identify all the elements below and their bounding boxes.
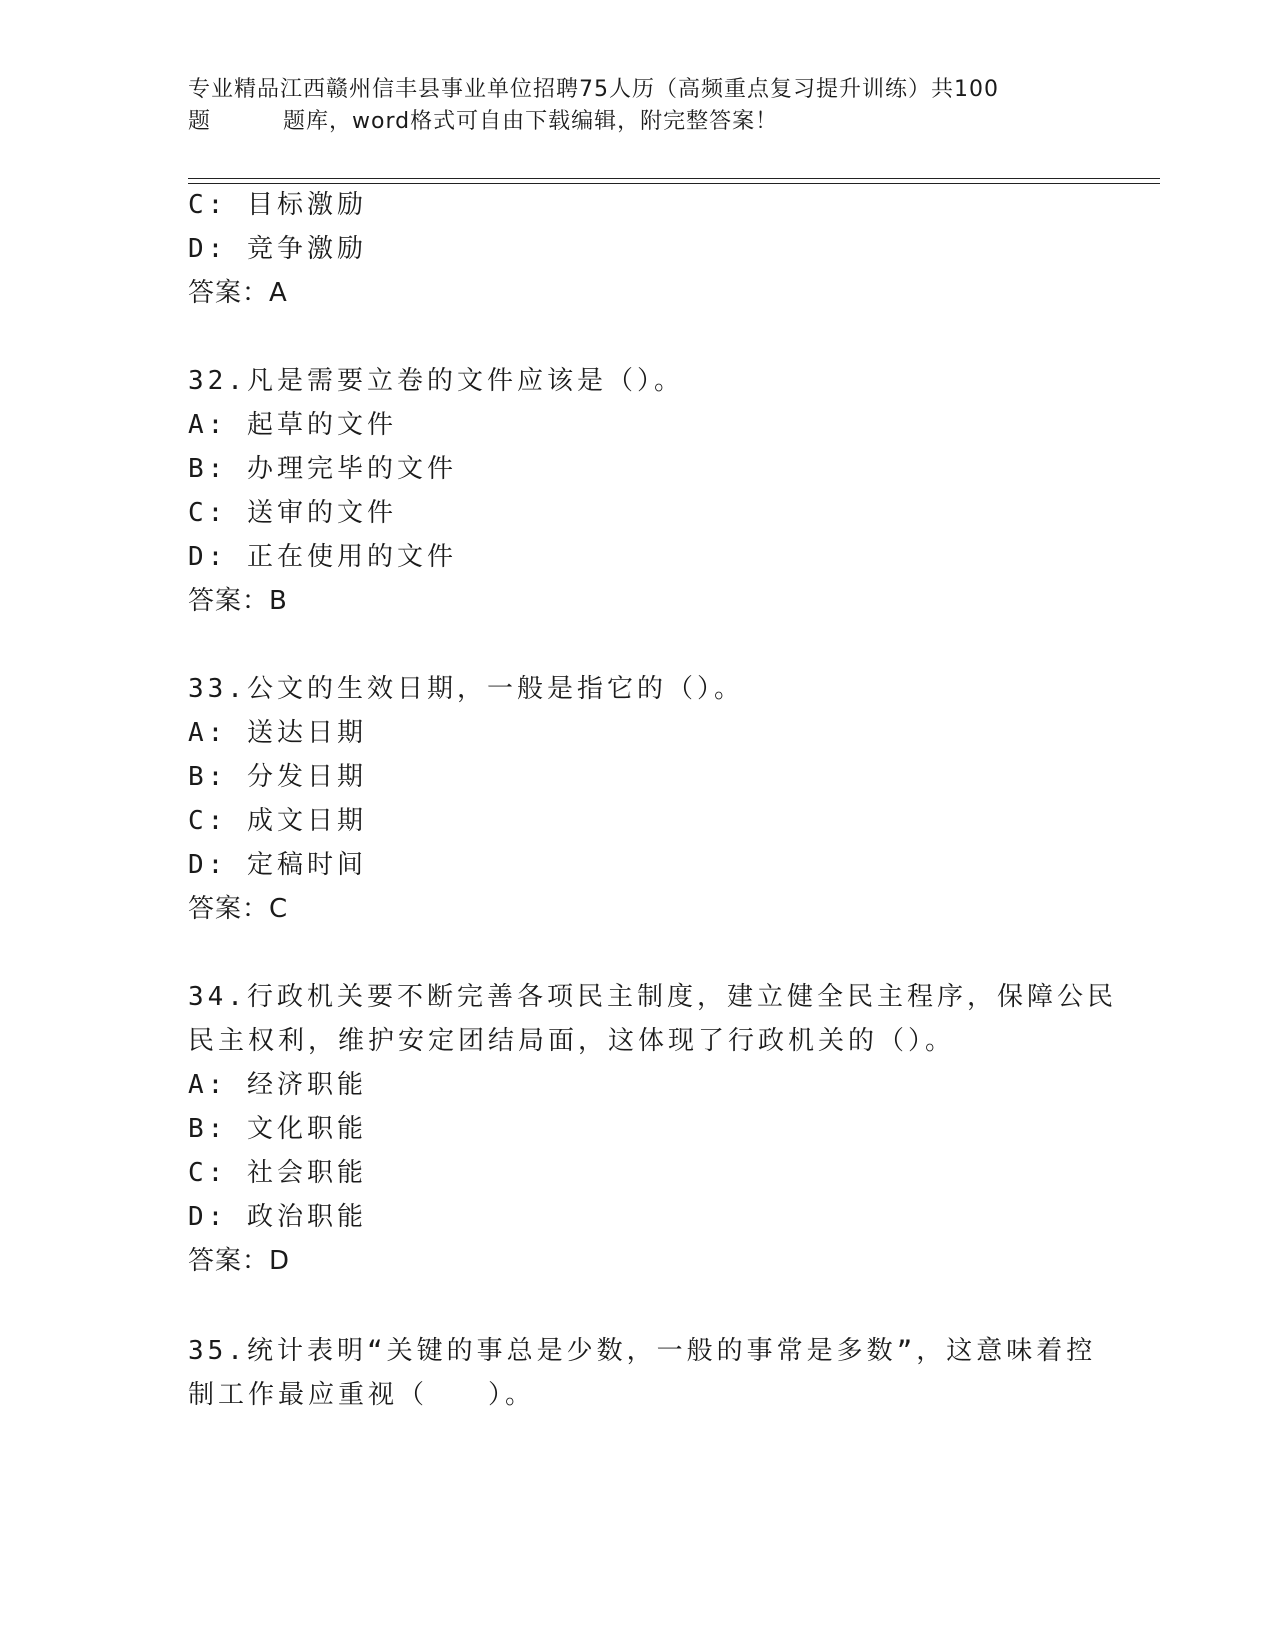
page-header [188, 74, 1068, 138]
q34-option-c: C: 社会职能 [188, 1158, 367, 1188]
header-title-line2 [188, 106, 1068, 138]
q33-option-c: C: 成文日期 [188, 806, 367, 836]
q33-option-d: D: 定稿时间 [188, 850, 367, 880]
header-title-line2-start: 题 [188, 109, 212, 134]
q32-option-d: D: 正在使用的文件 [188, 542, 457, 572]
q32-option-c: C: 送审的文件 [188, 498, 397, 528]
q34-option-a: A: 经济职能 [188, 1070, 367, 1100]
q33-stem: 33.公文的生效日期，一般是指它的（）。 [188, 674, 744, 704]
q34-option-d: D: 政治职能 [188, 1202, 367, 1232]
q35-stem-line2: 制工作最应重视（ ）。 [188, 1380, 536, 1410]
q34-stem-line1: 34.行政机关要不断完善各项民主制度，建立健全民主程序，保障公民 [188, 982, 1117, 1012]
header-title-line1: 专业精品江西赣州信丰县事业单位招聘75人历（高频重点复习提升训练）共100 [188, 77, 999, 102]
q33-option-a: A: 送达日期 [188, 718, 367, 748]
prev-option-d: D: 竞争激励 [188, 234, 367, 264]
header-divider-top [188, 178, 1160, 179]
q34-answer: 答案：D [188, 1246, 291, 1276]
q32-answer: 答案：B [188, 586, 288, 616]
q34-option-b: B: 文化职能 [188, 1114, 367, 1144]
header-divider-bottom [188, 183, 1160, 184]
q32-option-b: B: 办理完毕的文件 [188, 454, 457, 484]
q33-answer: 答案：C [188, 894, 289, 924]
q32-option-a: A: 起草的文件 [188, 410, 397, 440]
q32-stem: 32.凡是需要立卷的文件应该是（）。 [188, 366, 684, 396]
q33-option-b: B: 分发日期 [188, 762, 367, 792]
prev-option-c: C: 目标激励 [188, 190, 367, 220]
header-title-line2-rest: 题库，word格式可自由下载编辑，附完整答案！ [283, 109, 779, 134]
q35-stem-line1: 35.统计表明“关键的事总是少数，一般的事常是多数”，这意味着控 [188, 1336, 1097, 1366]
prev-answer: 答案：A [188, 278, 288, 308]
q34-stem-line2: 民主权利，维护安定团结局面，这体现了行政机关的（）。 [188, 1026, 956, 1056]
